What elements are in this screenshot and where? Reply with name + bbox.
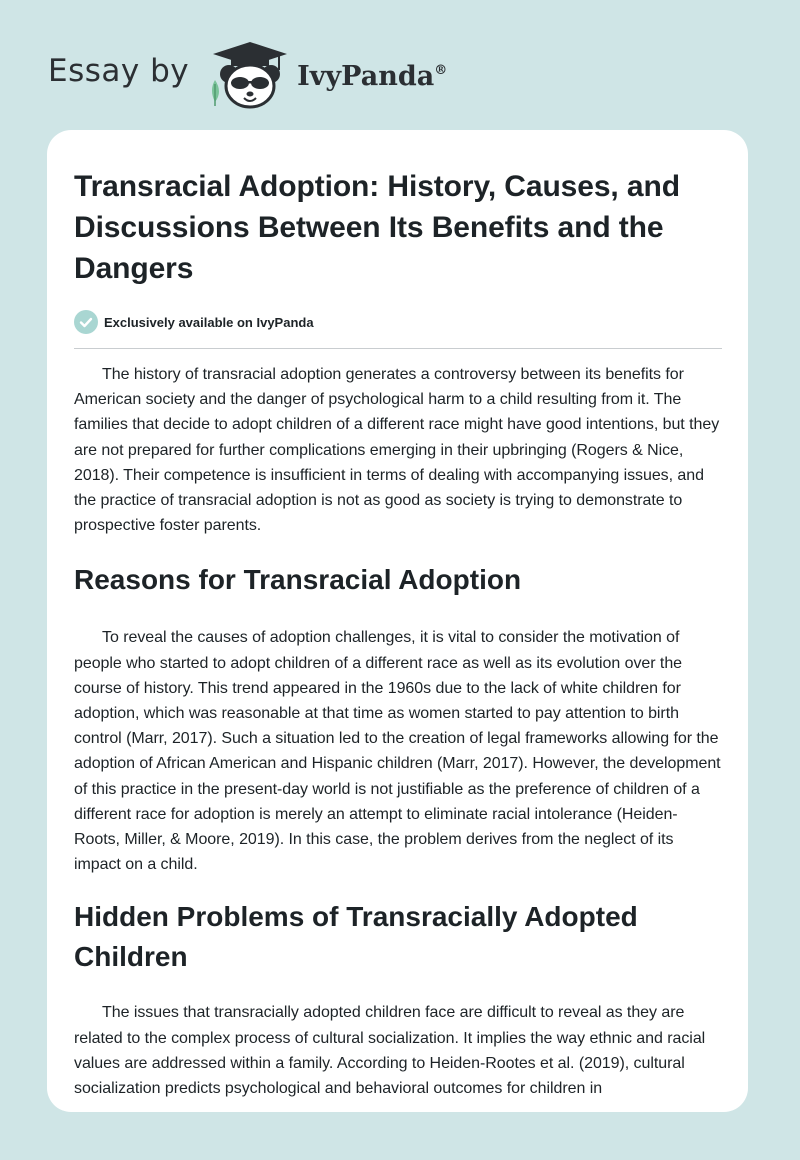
title-divider xyxy=(74,348,722,349)
heading-hidden-problems: Hidden Problems of Transracially Adopted Children xyxy=(74,901,638,973)
essay-title: Transracial Adoption: History, Causes, and Discussions Between Its Benefits and the Dangers xyxy=(74,170,680,285)
exclusive-badge xyxy=(74,310,722,334)
brand-name[interactable]: IvyPanda® xyxy=(297,60,448,92)
paragraph-reasons: To reveal the causes of adoption challenges, it is vital to consider the motivation of people who started to adopt children of a different race as well as its evolution over the course of history. This trend appeared in the 1960s due to the lack of white children for adoption, which was reasonable at that time as women started to pay attention to birth control (Marr, 2017). Such a situation led to the creation of legal frameworks allowing for the adoption of African American and Hispanic children (Marr, 2017). However, the development of this practice in the present-day world is not justifiable as the preference of children of a different race for adoption is merely an attempt to eliminate racial intolerance (Heiden-Roots, Miller, & Moore, 2019). In this case, the problem derives from the neglect of its impact on a child. xyxy=(74,629,721,874)
panda-graduate-logo-icon[interactable] xyxy=(207,40,293,110)
exclusive-label: Exclusively available on IvyPanda xyxy=(104,314,314,330)
heading-reasons: Reasons for Transracial Adoption xyxy=(74,564,522,596)
check-badge-icon xyxy=(74,310,98,334)
essay-card xyxy=(47,130,748,1112)
essay-by-label: Essay by xyxy=(48,53,190,89)
site-header xyxy=(48,40,447,110)
paragraph-hidden-problems: The issues that transracially adopted children face are difficult to reveal as they are related to the complex process of cultural socialization. It implies the way ethnic and racial values are addressed within a family. According to Heiden-Rootes et al. (2019), cultural socialization predicts psychological and behavioral outcomes for children in xyxy=(74,1004,706,1098)
paragraph-intro: The history of transracial adoption generates a controversy between its benefits for American society and the danger of psychological harm to a child resulting from it. The families that decide to adopt children of a different race might have good intentions, but they are not prepared for further complications emerging in their upbringing (Rogers & Nice, 2018). Their competence is insufficient in terms of dealing with accompanying issues, and the practice of transracial adoption is not as good as society is trying to demonstrate to prospective foster parents. xyxy=(74,366,720,535)
registered-mark: ® xyxy=(434,62,448,78)
